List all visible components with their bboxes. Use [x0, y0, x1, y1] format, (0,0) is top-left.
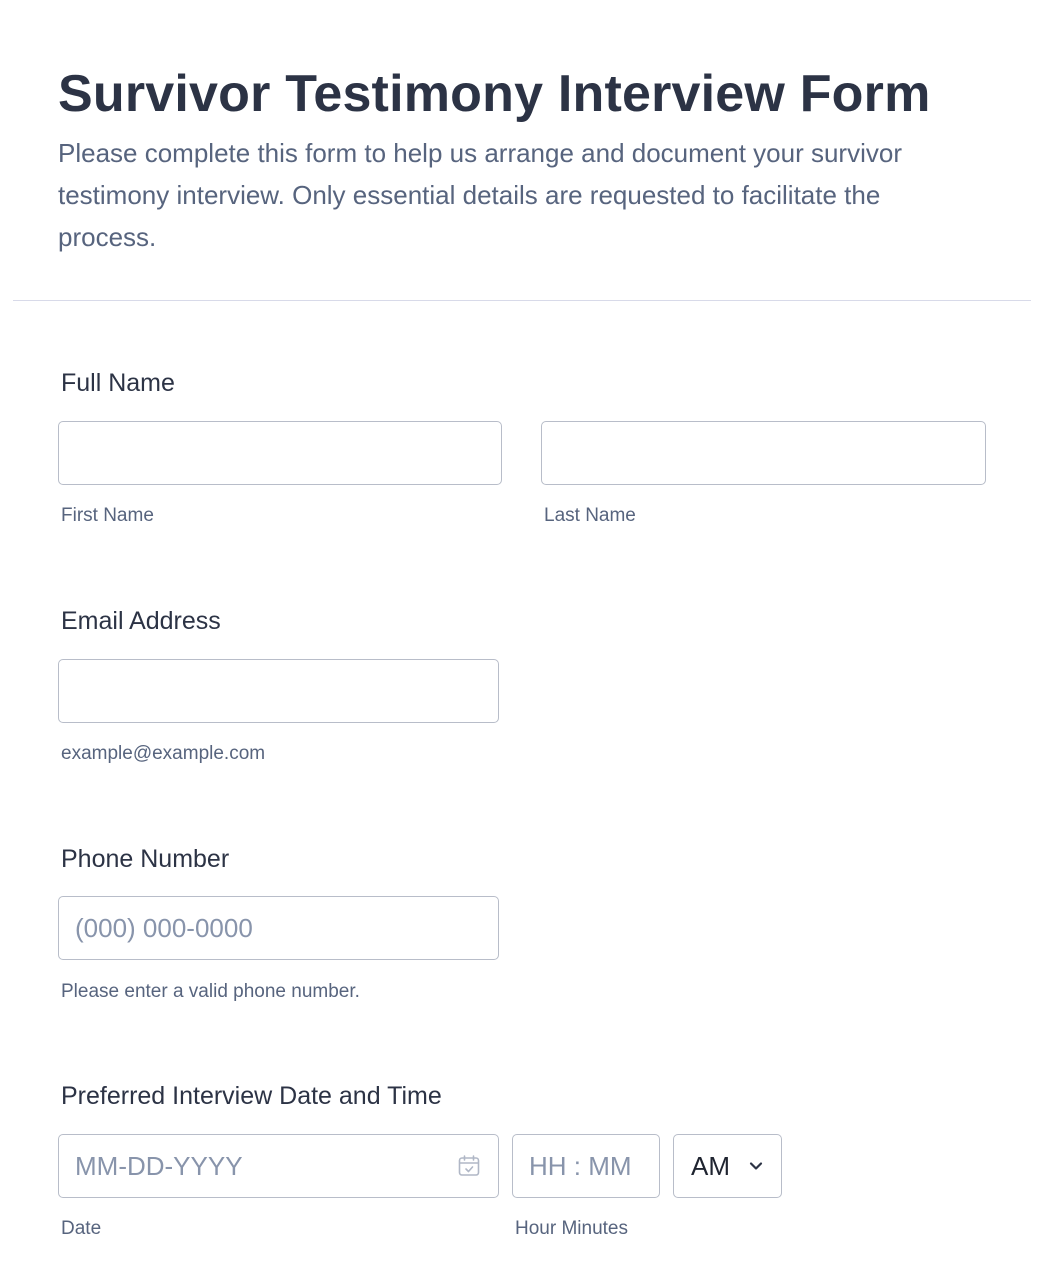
last-name-sublabel: Last Name — [544, 505, 636, 526]
form-description: Please complete this form to help us arrange and document your survivor testimony interview. Only essential details are requested to facilitate the process. — [58, 138, 902, 252]
time-sublabel: Hour Minutes — [515, 1218, 628, 1239]
ampm-select[interactable] — [673, 1134, 782, 1198]
last-name-input[interactable] — [541, 421, 986, 485]
date-input[interactable] — [58, 1134, 499, 1198]
form-header — [58, 62, 988, 258]
phone-label: Phone Number — [61, 845, 230, 873]
email-label: Email Address — [61, 607, 221, 635]
email-input[interactable] — [58, 659, 499, 723]
date-sublabel: Date — [61, 1218, 102, 1239]
time-input[interactable] — [512, 1134, 660, 1198]
ampm-selected-value: AM — [691, 1150, 730, 1181]
calendar-icon[interactable] — [457, 1154, 481, 1178]
full-name-label: Full Name — [61, 369, 175, 397]
first-name-sublabel: First Name — [61, 505, 154, 526]
phone-sublabel: Please enter a valid phone number. — [61, 981, 360, 1002]
datetime-label: Preferred Interview Date and Time — [61, 1082, 442, 1110]
header-divider — [13, 300, 1031, 301]
chevron-down-icon — [747, 1157, 765, 1175]
email-sublabel: example@example.com — [61, 743, 266, 764]
form-title: Survivor Testimony Interview Form — [58, 65, 931, 123]
first-name-input[interactable] — [58, 421, 502, 485]
phone-input[interactable] — [58, 896, 499, 960]
